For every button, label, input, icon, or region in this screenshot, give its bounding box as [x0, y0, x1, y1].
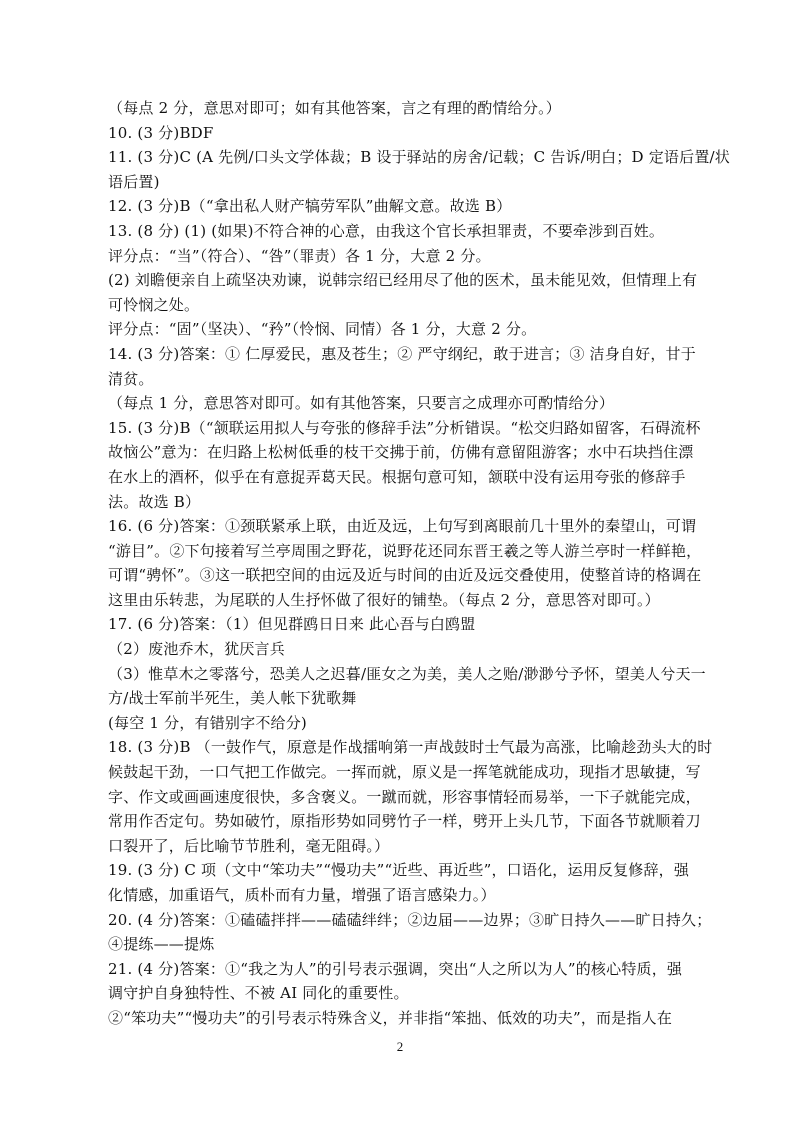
text-line: ②“笨功夫”“慢功夫”的引号表示特殊含义，并非指“笨拙、低效的功夫”，而是指人在 — [108, 1008, 673, 1027]
text-line: 17. (6 分)答案：（1）但见群鸥日日来 此心吾与白鸥盟 — [108, 615, 476, 634]
text-line: 21. (4 分)答案：①“我之为人”的引号表示强调，突出“人之所以为人”的核心特质，强 — [108, 959, 683, 978]
text-line: 调守护自身独特性、不被 AI 同化的重要性。 — [108, 984, 409, 1003]
text-line: 13. (8 分) (1) (如果)不符合神的心意，由我这个官长承担罪责，不要牵涉到百姓。 — [108, 221, 665, 240]
text-line: 评分点：“当”（符合）、“咎”（罪责）各 1 分，大意 2 分。 — [108, 246, 491, 265]
page-number: 2 — [396, 1039, 404, 1054]
text-line: （每点 2 分，意思对即可；如有其他答案，言之有理的酌情给分。） — [108, 99, 561, 117]
text-line: （2）废池乔木，犹厌言兵 — [108, 640, 285, 659]
text-line: (2) 刘瞻便亲自上疏坚决劝谏，说韩宗绍已经用尽了他的医术，虽未能见效，但情理上有 — [108, 271, 698, 290]
text-line: 10. (3 分)BDF — [108, 123, 214, 142]
text-line: 法。故选 B） — [108, 492, 201, 511]
text-line: 12. (3 分)B（“拿出私人财产犒劳军队”曲解文意。故选 B） — [108, 197, 512, 216]
text-line: 口裂开了，后比喻节节胜利，毫无阻碍。） — [108, 836, 390, 855]
text-line: 字、作文或画画速度很快，多含褒义。一蹴而就，形容事情轻而易举，一下子就能完成， — [108, 787, 701, 806]
text-line: 18. (3 分)B （一鼓作气，原意是作战擂响第一声战鼓时士气最为高涨，比喻趁劲头大的时 — [108, 738, 713, 757]
text-line: 清贫。 — [108, 369, 154, 388]
text-line: 在水上的酒杯，似乎在有意捉弄葛天民。根据句意可知，颔联中没有运用夸张的修辞手 — [108, 467, 686, 486]
text-line: 语后置) — [108, 172, 160, 191]
text-line: 16. (6 分)答案：①颈联紧承上联，由近及远，上句写到离眼前几十里外的秦望山，可谓 — [108, 517, 697, 536]
text-line: 评分点：“固”（坚决）、“矜”（怜悯、同情）各 1 分，大意 2 分。 — [108, 320, 537, 339]
text-line: (每空 1 分，有错别字不给分) — [108, 713, 307, 732]
text-line: 14. (3 分)答案：① 仁厚爱民，惠及苍生；② 严守纲纪，敢于进言；③ 洁身自好，甘于 — [108, 344, 696, 363]
text-line: 可谓“骋怀”。③这一联把空间的由远及近与时间的由近及远交叠使用，使整首诗的格调在 — [108, 566, 702, 585]
text-line: ④提练——提炼 — [108, 935, 215, 954]
text-line: （每点 1 分，意思答对即可。如有其他答案，只要言之成理亦可酌情给分） — [108, 394, 615, 413]
answer-text-block — [108, 96, 730, 1031]
text-line: 候鼓起干劲，一口气把工作做完。一挥而就，原义是一挥笔就能成功，现指才思敏捷，写 — [108, 763, 701, 782]
text-line: 故恼公”意为：在归路上松树低垂的枝干交拂于前，仿佛有意留阻游客；水中石块挡住漂 — [108, 443, 694, 462]
text-line: 可怜悯之处。 — [108, 295, 200, 314]
text-line: 20. (4 分)答案：①磕磕拌拌——磕磕绊绊；②边届——边界；③旷日持久——旷日持久； — [108, 910, 712, 929]
text-line: “游目”。②下句接着写兰亭周围之野花，说野花还同东晋王羲之等人游兰亭时一样鲜艳， — [108, 541, 702, 560]
text-line: 化情感，加重语气，质朴而有力量，增强了语言感染力。） — [108, 886, 496, 904]
text-line: 19. (3 分) C 项（文中“笨功夫”“慢功夫”“近些、再近些”，口语化，运用反复修辞，强 — [108, 861, 690, 880]
text-line: 常用作否定句。势如破竹，原指形势如同劈竹子一样，劈开上头几节，下面各节就顺着刀 — [108, 812, 701, 831]
text-line: 这里由乐转悲，为尾联的人生抒怀做了很好的铺垫。（每点 2 分，意思答对即可。） — [108, 590, 660, 609]
text-line: 15. (3 分)B（“颔联运用拟人与夸张的修辞手法”分析错误。“松交归路如留客，石碍流杯 — [108, 418, 701, 437]
text-line: 方/战士军前半死生，美人帐下犹歌舞 — [108, 689, 357, 708]
text-line: 11. (3 分)C (A 先例/口头文学体裁；B 设于驿站的房舍/记载；C 告诉/明白；D 定语后置/状 — [108, 148, 730, 167]
text-line: （3）惟草木之零落兮，恐美人之迟暮/匪女之为美，美人之贻/渺渺兮予怀，望美人兮天一 — [108, 664, 706, 683]
